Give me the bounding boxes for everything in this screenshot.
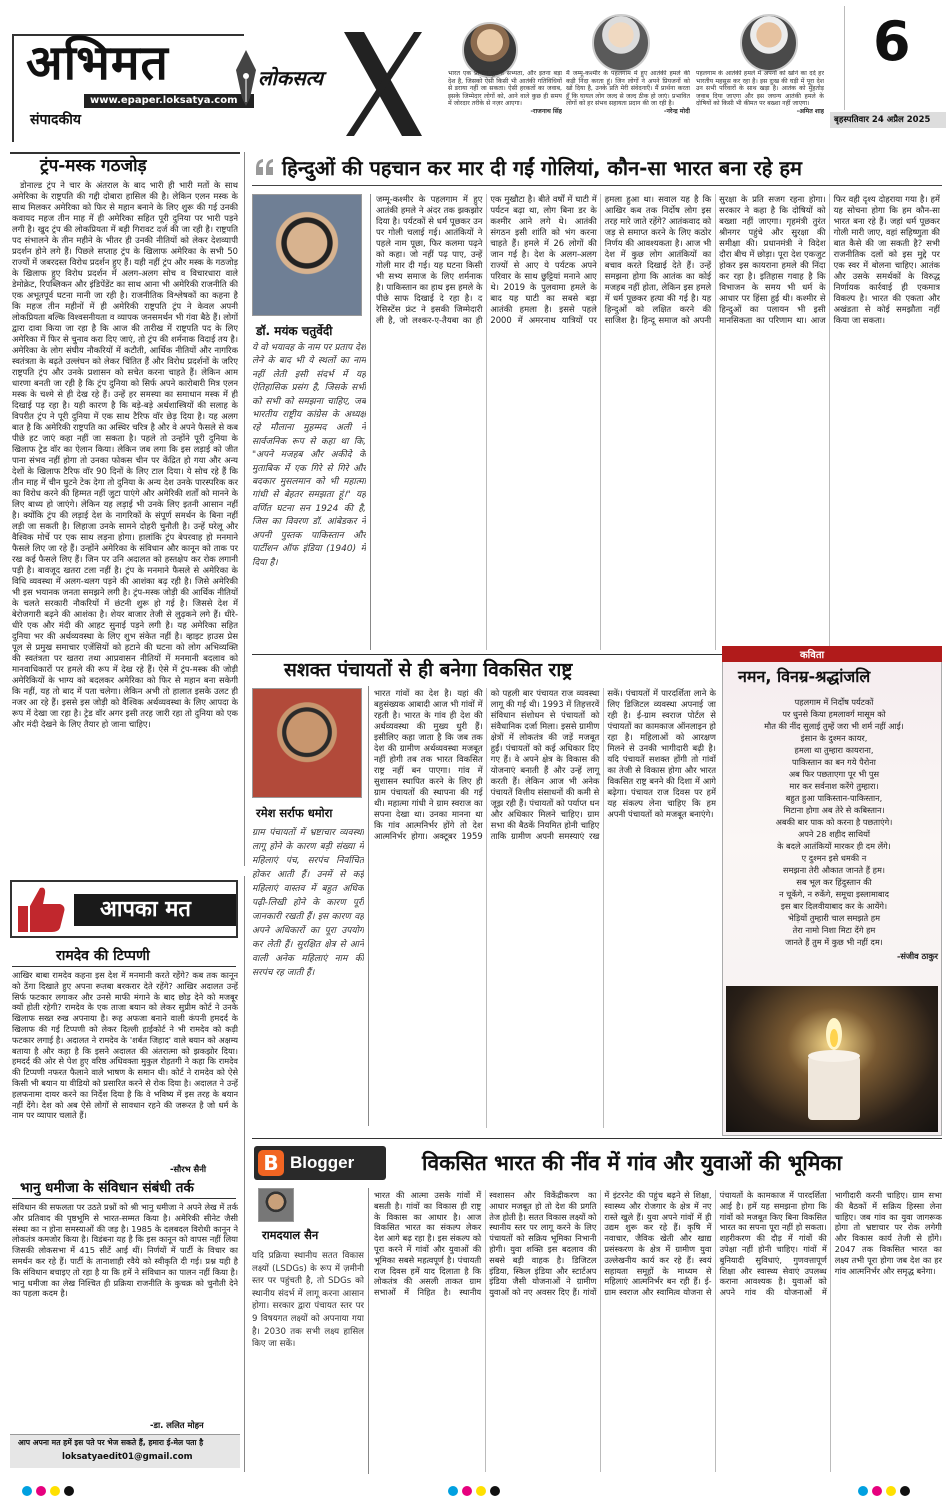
editorial-divider xyxy=(244,152,245,866)
poem-poet: -संजीव ठाकुर xyxy=(896,951,938,961)
reg-dot-cyan xyxy=(22,1486,32,1496)
article2-pullquote: ग्राम पंचायतों में भ्रष्टाचार व्यवस्था लागू होने के कारण बड़ी संख्या में महिलाएं पंच, सरपंच निर्वाचित होकर आती हैं। उनमें से कई महिलाएं वास्तव में बहुत अधिक पढ़ी-लिखी होने के कारण पूरी जानकारी रखती हैं। इस कारण वह अपने अधिकारों का पूरा उपयोग कर लेती हैं। सुरक्षित क्षेत्र से आने वाली अनेक महिलाएं नाम की सरपंच रह जाती हैं। xyxy=(252,828,364,978)
page-number: 6 xyxy=(873,10,911,73)
poem-lines xyxy=(730,696,938,962)
poem-line: मिटाना होगा अब तेरे से कबिस्तान। xyxy=(783,805,885,815)
article1-body xyxy=(376,194,940,650)
page-number-badge xyxy=(844,6,940,110)
poem-line: न चूकेंगे, न रुकेंगे, समूचा इस्लामाबाद xyxy=(779,889,889,899)
letter-1-rule xyxy=(12,966,236,967)
poem-line: ए दुश्मन इसे धमकी न xyxy=(801,853,867,863)
brand-logo: लोकसत्य xyxy=(258,66,324,90)
poem-line: अपने 28 शहीद साथियों xyxy=(798,829,870,839)
poem-line: इंसान के दुश्मन कायर, xyxy=(800,733,868,743)
letter-2-text: संविधान की सफलता पर उठते प्रश्नों को श्री भानु धमीजा ने अपने लेख में तर्क और प्रतिवाद की पृष्ठभूमि से भारत-सम्मत किया है। अमेरिकी सीनेट जैसी संस्था का न होना समस्याओं की जड़ है। 1985 के दलबदल विरोधी कानून ने लोकतंत्र कमजोर किया है। विडंबना यह है कि इस कानून को वापस नहीं लिया जिसकी लोकसभा में 415 सीटें आई थीं। निर्णयों में पार्टी के विचार का समर्थन कर रहे हैं। पार्टी के तानाशाही रवैये को स्वीकृति दी गई। प्रश्न यही है कि संविधान बचाइए तो रहा है या कि हमें ने संविधान का पालन नहीं किया है। भानु धमीजा का लेख निश्चित ही प्रक्रिया राजनीति के कुचक्र को चुनौती देने का पहला कदम है। xyxy=(12,1202,238,1299)
portrait-modi-photo xyxy=(592,14,650,72)
article2-author-photo xyxy=(252,688,362,798)
editorial-body: डोनाल्ड ट्रंप ने चार के अंतराल के बाद भारी ही भारी मतों के साथ अमेरिका के राष्ट्रपति की गद्दी दोबारा हासिल की है। लेकिन एलन मस्क के साथ मिलकर अमेरिका को फिर से महान बनाने के लिए शुरू की गई उनकी कवायद महज तीन माह में ही अमेरिका सहित पूरी दुनिया पर भारी पड़ने लगी है। खुद ट्रंप की लोकप्रियता में बड़ी गिरावट दर्ज की जा रही है। राष्ट्रपति पद संभालने के तीन महीने के भीतर ही उनकी नीतियों को लेकर देशव्यापी प्रदर्शन होने लगे हैं। पिछले सप्ताह ट्रंप के खिलाफ अमेरिका के सभी 50 राज्यों में जबरदस्त विरोध प्रदर्शन हुए हैं। यही नहीं ट्रंप और मस्क के गठजोड़ के खिलाफ हुए विरोध प्रदर्शन में अलग-अलग सोच व विचारधारा वाले डेमोक्रेट, रिपब्लिकन और इंडिपेंडेंट का साथ आना भी अमेरिकी राजनीति की एक अभूतपूर्व घटना मानी जा रही है। राजनीतिक विश्लेषकों का कहना है कि महज तीन महीनों में ही अमेरिकी राष्ट्रपति ट्रंप ने केवल अपनी लोकप्रियता बल्कि विश्वसनीयता व व्यापक जनसमर्थन भी गंवा बैठे हैं। लोगों द्वारा दावा किया जा रहा है कि आज की तारीख में राष्ट्रपति पद के लिए अमेरिका में फिर से चुनाव करा दिए जाएं, तो ट्रंप की शर्मनाक विदाई तय है। अमेरिका के लोग संघीय नौकरियों में कटौती, आर्थिक नीतियों और नागरिक स्वतंत्रता के बढ़ते उल्लंघन को लेकर चिंतित हैं और विरोध प्रदर्शनों के जरिए राष्ट्रपति ट्रंप और उनके प्रशासन को सचेत करना चाहते हैं। लेकिन आम धारणा बनती जा रही है कि ट्रंप दुनिया को सिर्फ अपने कारोबारी मित्र एलन मस्क के चश्मे से ही देख रहे हैं। उन्हें हर समस्या का समाधान मस्क में ही दिखाई पड़ रहा है। यही कारण है कि बड़े-बड़े अर्थशास्त्रियों की सलाह के विपरीत ट्रंप ने पूरी दुनिया में एक साथ टैरिफ वॉर छेड़ दिया है। यह अलग बात है कि अमेरिकी राष्ट्रपति का अस्थिर चरित्र है और वे अपने फैसले से कब पीछे हट जाएं कहा नहीं जा सकता है। पहले तो उन्होंने पूरी दुनिया के खिलाफ ट्रेड वॉर का ऐलान किया। लेकिन जब लगा कि इस लड़ाई को जीत पाना संभव नहीं होगा तो उनका फोकस चीन पर केंद्रित हो गया और अन्य देशों के खिलाफ टैरिफ वॉर 90 दिनों के लिए टाल दिया। ये सोच रहे हैं कि तीन माह में चीन घुटने टेक देगा तो दुनिया के अन्य देश उनके पारस्परिक कर का विरोध करने की हिम्मत नहीं जुटा पाएंगे और अमेरिकी शर्तों को मानने के लिए बाध्य हो जाएंगे। लेकिन यह लड़ाई भी उनके लिए इतनी आसान नहीं है। क्योंकि ट्रंप की लड़ाई देश के नागरिकों के संपूर्ण समर्थन के बिना नहीं लड़ी जा सकती है। लिहाजा उनके सामने दोहरी चुनौती है। उन्हें घरेलू और वैश्विक मोर्चे पर एक साथ लड़ना होगा। हालांकि ट्रंप बेपरवाह हो मनमाने फैसले लिए जा रहे हैं। उन्होंने अमेरिका के संविधान और कानून को ताक पर रख कई फैसले लिए हैं। जिन पर उनि अदालत को हस्तक्षेप कर रोक लगानी पड़ी है। बावजूद खतरा टला नहीं है। ट्रंप के मनमाने फैसले से अमेरिका के विधि व्यवस्था में अलग-थलग पड़ने की आशंका बढ़ रही है। जिसे अमेरिकी भी इस भयानक जनता समझने लगी है। ट्रंप-मस्क जोड़ी की आर्थिक नीतियों के चलते सरकारी नौकरियों में छंटनी शुरू हो गई है। जिससे देश में बेरोजगारी बढ़ने की आशंका है। शेयर बाजार तेजी से लुढ़कने लगे हैं। धीरे-धीरे एक और मंदी की आहट सुनाई पड़ने लगी है। यह अमेरिका सहित दुनिया भर की अर्थव्यवस्था के लिए शुभ संकेत नहीं है। व्हाइट हाउस प्रेस पूल से प्रमुख समाचार एजेंसियों को हटाने की घटना को लोग अभिव्यक्ति की स्वतंत्रता पर खतरा तथा आप्रवासन नीतियों में मनमानी बदलाव को मानवाधिकारों पर हमले की रूप में देख रहे हैं। ऐसे में ट्रंप-मस्क की जोड़ी अमेरिकियों के भाग्य को बदलकर अमेरिका को फिर से महान बना सकेगी कि नहीं, यह तो बाद में पता चलेगा। लेकिन अभी तो हालात इसके उलट ही नजर आ रहे हैं। इससे इस जोड़ी को वैश्विक अर्थव्यवस्था के लिए आपदा के रूप में देखा जा रहा है। ट्रेड वॉर अगर इसी तरह जारी रहा तो दुनिया को एक और मंदी देखने के लिए तैयार हो जाना चाहिए। xyxy=(12,180,238,729)
poem-line: बहुत हुआ पाकिस्तान-पाकिस्तान, xyxy=(785,793,883,803)
reg-dot-yellow xyxy=(886,1486,896,1496)
poem-line: हमला था तुम्हारा कायराना, xyxy=(794,745,874,755)
quote-1-text xyxy=(448,70,562,152)
article2-col-rule xyxy=(368,686,369,1126)
reg-dot-black xyxy=(900,1486,910,1496)
blogger-logo xyxy=(254,1146,386,1180)
article3-body xyxy=(374,1190,942,1472)
registration-marks xyxy=(0,1480,950,1502)
poem-line: सब भूल कर हिंदुस्तान की xyxy=(796,877,872,887)
article2-headline: सशक्त पंचायतों से ही बनेगा विकसित राष्ट्र xyxy=(284,659,573,681)
quote-3-text xyxy=(696,70,824,152)
candles-photo xyxy=(726,986,938,1132)
article1-author: डॉ. मयंक चतुर्वेदी xyxy=(256,324,333,338)
article1-body-text: जम्मू-कश्मीर के पहलगाम में हुए आतंकी हमले ने अंदर तक झकझोर दिया है। पर्यटकों से धर्म पूछकर उन पर गोली चलाई गई। आतंकियों ने पहले नाम पूछा, फिर कलमा पढ़ने को कहा। जो नहीं पढ़ पाए, उन्हें गोली मार दी गई। यह घटना किसी भी सभ्य समाज के लिए शर्मनाक है। पाकिस्तान का हाथ इस हमले के पीछे साफ दिखाई दे रहा है। द रेसिस्टेंस फ्रंट ने इसकी जिम्मेदारी ली है, जो लश्कर-ए-तैयबा का ही एक मुखौटा है। बीते वर्षों में घाटी में पर्यटन बढ़ा था, लोग बिना डर के कश्मीर आने लगे थे। आतंकी संगठन इसी शांति को भंग करना चाहते हैं। हमले में 26 लोगों की जान गई है। देश के अलग-अलग राज्यों से आए ये पर्यटक अपने परिवार के साथ छुट्टियां मनाने आए थे। 2019 के पुलवामा हमले के बाद यह घाटी का सबसे बड़ा आतंकी हमला है। इससे पहले 2000 में अमरनाथ यात्रियों पर हमला हुआ था। सवाल यह है कि आखिर कब तक निर्दोष लोग इस तरह मारे जाते रहेंगे? आतंकवाद को जड़ से समाप्त करने के लिए कठोर निर्णय की आवश्यकता है। आज भी देश में कुछ लोग आतंकियों का बचाव करते दिखाई देते हैं। उन्हें समझना होगा कि आतंक का कोई मजहब नहीं होता, लेकिन इस हमले में धर्म पूछकर हत्या की गई है। यह हिन्दुओं को लक्षित करने की साजिश है। हिन्दू समाज को अपनी सुरक्षा के प्रति सजग रहना होगा। सरकार ने कहा है कि दोषियों को बख्शा नहीं जाएगा। गृहमंत्री तुरंत श्रीनगर पहुंचे और सुरक्षा की समीक्षा की। प्रधानमंत्री ने विदेश दौरा बीच में छोड़ा। पूरा देश एकजुट होकर इस कायराना हमले की निंदा कर रहा है। इतिहास गवाह है कि विभाजन के समय भी धर्म के आधार पर हिंसा हुई थी। कश्मीर से हिन्दुओं का पलायन भी इसी मानसिकता का परिणाम था। आज फिर वही दृश्य दोहराया गया है। हमें यह सोचना होगा कि हम कौन-सा भारत बना रहे हैं। जहां धर्म पूछकर गोली मारी जाए, वहां सहिष्णुता की बात कैसे की जा सकती है? सभी राजनीतिक दलों को इस मुद्दे पर एक स्वर में बोलना चाहिए। आतंक और उसके समर्थकों के विरुद्ध निर्णायक कार्रवाई ही एकमात्र विकल्प है। भारत की एकता और अखंडता से कोई समझौता नहीं किया जा सकता। xyxy=(376,194,940,325)
apkamat-footer-email[interactable]: loksatyaedit01@gmail.com xyxy=(62,1452,193,1462)
reg-dot-magenta xyxy=(872,1486,882,1496)
article3-headline: विकसित भारत की नींव में गांव और युवाओं की भूमिका xyxy=(422,1151,842,1175)
quote-1-attribution: -राजनाथ सिंह xyxy=(530,107,562,115)
poem-line: मौत की नींद सुलाई तुम्हें जरा भी शर्म नहीं आई। xyxy=(764,721,904,731)
poem-title: नमन, विनम्र-श्रद्धांजलि xyxy=(738,667,871,686)
article1-headline: हिन्दुओं की पहचान कर मार दी गईं गोलियां, कौन-सा भारत बना रहे हम xyxy=(282,156,802,180)
date: बृहस्पतिवार 24 अप्रैल 2025 xyxy=(834,115,931,125)
reg-dot-magenta xyxy=(36,1486,46,1496)
x-logo-icon xyxy=(340,28,426,140)
reg-dot-black xyxy=(64,1486,74,1496)
reg-dot-yellow xyxy=(476,1486,486,1496)
letter-1-body xyxy=(12,970,238,1162)
thumbs-up-icon xyxy=(12,882,72,936)
article2-body xyxy=(374,688,716,1128)
article1-author-photo xyxy=(252,194,362,316)
article3-pullquote: यदि प्रक्रिया स्थानीय सतत विकास लक्ष्यों (LSDGs) के रूप में ज़मीनी स्तर पर पहुंचती है, तो SDGs को स्थानीय संदर्भ में लागू करना आसान होगा। सरकार द्वारा पंचायत स्तर पर 9 विषयगत लक्ष्यों को अपनाया गया है। 2030 तक सभी लक्ष्य हासिल किए जा सकें। xyxy=(252,1251,364,1350)
quote-2-attribution: -नरेन्द्र मोदी xyxy=(663,107,690,115)
article2-body-text: भारत गांवों का देश है। यहां की बहुसंख्यक आबादी आज भी गांवों में रहती है। भारत के गांव ही देश की अर्थव्यवस्था की मुख्य धुरी हैं। इसीलिए कहा जाता है कि जब तक देश की ग्रामीण अर्थव्यवस्था मजबूत नहीं होगी तब तक भारत विकसित राष्ट्र नहीं बन पाएगा। गांव में सुशासन स्थापित करने के लिए ही ग्राम पंचायतों की स्थापना की गई थी। महात्मा गांधी ने ग्राम स्वराज का सपना देखा था। उनका मानना था कि गांव आत्मनिर्भर होंगे तो देश आत्मनिर्भर होगा। अक्टूबर 1959 को पहली बार पंचायत राज व्यवस्था लागू की गई थी। 1993 में तिहत्तरवें संविधान संशोधन से पंचायतों को संवैधानिक दर्जा मिला। इससे ग्रामीण क्षेत्रों में लोकतंत्र की जड़ें मजबूत हुईं। पंचायतों को कई अधिकार दिए गए हैं। वे अपने क्षेत्र के विकास की योजनाएं बनाती हैं और उन्हें लागू करती हैं। लेकिन आज भी अनेक पंचायतें वित्तीय संसाधनों की कमी से जूझ रही हैं। पंचायतों को पर्याप्त धन और अधिकार मिलने चाहिए। ग्राम सभा की बैठकें नियमित होनी चाहिए ताकि ग्रामीण अपनी समस्याएं रख सकें। पंचायतों में पारदर्शिता लाने के लिए डिजिटल व्यवस्था अपनाई जा रही है। ई-ग्राम स्वराज पोर्टल से पंचायतों का कामकाज ऑनलाइन हो रहा है। महिलाओं को आरक्षण मिलने से उनकी भागीदारी बढ़ी है। यदि पंचायतें सशक्त होंगी तो गांवों का तेजी से विकास होगा और भारत विकसित राष्ट्र बनने की दिशा में आगे बढ़ेगा। पंचायत राज दिवस पर हमें यह संकल्प लेना चाहिए कि हम अपनी पंचायतों को मजबूत बनाएंगे। xyxy=(374,688,716,841)
poem-line: पाकिस्तान का बन गये पैरोना xyxy=(792,757,876,767)
poem-line: तेरा नामो निशा मिटा देंगे हम xyxy=(792,925,876,935)
article3-author-photo xyxy=(258,1188,294,1222)
website[interactable]: www.epaper.loksatya.com xyxy=(90,95,238,106)
editorial-title: ट्रंप-मस्क गठजोड़ xyxy=(40,156,147,176)
letter-2-rule xyxy=(12,1198,236,1199)
thumbs-up-graphic xyxy=(12,882,74,936)
article3-body-text: भारत की आत्मा उसके गांवों में बसती है। गांवों का विकास ही राष्ट्र के विकास का आधार है। आज विकसित भारत का संकल्प लेकर देश आगे बढ़ रहा है। इस संकल्प को पूरा करने में गांवों और युवाओं की भूमिका सबसे महत्वपूर्ण है। पंचायती राज दिवस हमें याद दिलाता है कि लोकतंत्र की असली ताकत ग्राम सभाओं में निहित है। स्थानीय स्वशासन और विकेंद्रीकरण का आधार मजबूत हो तो देश की प्रगति तेज होती है। सतत विकास लक्ष्यों को स्थानीय स्तर पर लागू करने के लिए पंचायतों को सक्रिय भूमिका निभानी होगी। युवा शक्ति इस बदलाव की सबसे बड़ी वाहक है। डिजिटल इंडिया, स्किल इंडिया और स्टार्टअप इंडिया जैसी योजनाओं ने ग्रामीण युवाओं को नए अवसर दिए हैं। गांवों में इंटरनेट की पहुंच बढ़ने से शिक्षा, स्वास्थ्य और रोजगार के क्षेत्र में नए रास्ते खुले हैं। युवा अपने गांवों में ही उद्यम शुरू कर रहे हैं। कृषि में नवाचार, जैविक खेती और खाद्य प्रसंस्करण के क्षेत्र में ग्रामीण युवा उल्लेखनीय कार्य कर रहे हैं। स्वयं सहायता समूहों के माध्यम से महिलाएं आत्मनिर्भर बन रही हैं। ई-ग्राम स्वराज और स्वामित्व योजना से पंचायतों के कामकाज में पारदर्शिता आई है। हमें यह समझना होगा कि गांवों को मजबूत किए बिना विकसित भारत का सपना पूरा नहीं हो सकता। शहरीकरण की दौड़ में गांवों की उपेक्षा नहीं होनी चाहिए। गांवों में बुनियादी सुविधाएं, गुणवत्तापूर्ण शिक्षा और स्वास्थ्य सेवाएं उपलब्ध कराना आवश्यक है। युवाओं को अपने गांव की योजनाओं में भागीदारी करनी चाहिए। ग्राम सभा की बैठकों में सक्रिय हिस्सा लेना चाहिए। जब गांव का युवा जागरूक होगा तो भ्रष्टाचार पर रोक लगेगी और विकास कार्य तेजी से होंगे। 2047 तक विकसित भारत का लक्ष्य तभी पूरा होगा जब देश का हर गांव आत्मनिर्भर और समृद्ध बनेगा। xyxy=(374,1190,942,1298)
article3-author: रामदयाल सैन xyxy=(262,1228,319,1242)
article1-col-rule-1 xyxy=(370,194,371,650)
blogger-logo-text: Blogger xyxy=(290,1153,355,1172)
reg-dot-cyan xyxy=(858,1486,868,1496)
apkamat-divider xyxy=(244,876,245,1472)
poem-label-bar xyxy=(722,646,942,662)
poem-line: मार कर सर्वनाश करेंगे तुम्हारा। xyxy=(789,781,879,791)
apkamat-footer-note: आप अपना मत हमें इस पते पर भेज सकते हैं, हमारा ई-मेल पता है xyxy=(18,1438,204,1447)
quote-2-text xyxy=(566,70,690,152)
apkamat-banner: आपका मत xyxy=(100,897,191,922)
reg-dot-black xyxy=(490,1486,500,1496)
pen-nib-icon xyxy=(232,48,260,108)
poem-line: अबकी बार पाक को करना है पछताएंगे। xyxy=(775,817,893,827)
poem-line: समझना तेरी औकात जानते हैं हम। xyxy=(783,865,885,875)
section-title: अभिमत xyxy=(26,35,169,91)
letter-2-signature: -डा. ललित मोहन xyxy=(150,1420,204,1430)
quote-3-attribution: -अमित शाह xyxy=(796,107,824,115)
quote-1-body: भारत एक प्राचीन पुरानी सभ्यता, और इतना बड़ा देश है, जिसको ऐसी किसी भी आतंकी गतिविधियों से डराया नहीं जा सकता। ऐसी हरकतों का जवाब, इसके जिम्मेदार लोगों को, आने वाले कुछ ही समय में जोरदार तरीके से नज़र आएगा। xyxy=(448,70,562,108)
article2-author: रमेश सर्राफ धमोरा xyxy=(256,806,333,820)
reg-dot-magenta xyxy=(462,1486,472,1496)
poem-line: पहलगाम में निर्दोष पर्यटकों xyxy=(794,697,874,707)
article3-top-rule xyxy=(252,1138,942,1139)
letter-2-body xyxy=(12,1202,238,1418)
poem-line: इस बार दिलवीयाबाद कर के आयेंगे। xyxy=(780,901,888,911)
quote-marks-icon xyxy=(254,156,276,178)
article1-pullquote: ये वो भयावह के नाम पर प्रताप देश लेने के बाद भी ये स्थलों का नाम नहीं लेती इसी संदर्भ में यह ऐतिहासिक प्रसंग है, जिसके सभी को सभी को समझना चाहिए, जब भारतीय राष्ट्रीय कांग्रेस के अध्यक्ष रहे मौलाना मुहम्मद अली ने सार्वजनिक रूप से कहा था कि, "अपने मजहब और अकीदे के मुताबिक में एक गिरे से गिरे और बदकार मुसलमान को भी महात्मा गांधी से बेहतर समझता हूं।" यह वर्णित घटना सन 1924 की है, जिस का विवरण डॉ. आंबेडकर ने अपनी पुस्तक पाकिस्तान और पार्टीशन ऑफ इंडिया (1940) में दिया है। xyxy=(252,343,366,568)
candle-icon xyxy=(794,1014,874,1124)
section-sub: संपादकीय xyxy=(30,112,81,128)
letter-1-text: आखिर बाबा रामदेव कहना इस देश में मनमानी करते रहेंगे? कब तक कानून को ठेंगा दिखाते हुए अपना रूतबा बरकरार देते रहेंगे? आखिर अदालत उन्हें सिर्फ फटकार लगाकर और उनसे माफी मंगाने के बाद छोड़ देने को मजबूर क्यों होती रहेगी? रामदेव के एक ताजा बयान को लेकर सुप्रीम कोर्ट ने उनके खिलाफ सख्त रुख अपनाया है। रूह अफजा बनाने वाली कंपनी हमदर्द के खिलाफ की गई टिप्पणी को लेकर दिल्ली हाईकोर्ट ने भी रामदेव को कड़ी फटकार लगाई है। अदालत ने रामदेव के 'शर्बत जिहाद' वाले बयान को अक्षम्य बताया है और कहा है कि इसने अदालत की अंतरात्मा को झकझोर दिया। हमदर्द की ओर से पेश हुए वरिष्ठ अधिवक्ता मुकुल रोहतगी ने कहा कि रामदेव की टिप्पणी नफरत फैलाने वाले भाषण के समान थी। कोर्ट ने रामदेव को ऐसे किसी भी बयान या वीडियो को प्रसारित करने से रोक दिया है। अदालत ने उन्हें हलफनामा दायर करने का निर्देश दिया है कि वे भविष्य में इस तरह के बयान नहीं देंगे। देश को अब ऐसे लोगों से सावधान रहने की जरूरत है जो धर्म के नाम पर व्यापार चलाते हैं। xyxy=(12,970,238,1121)
reg-dot-cyan xyxy=(448,1486,458,1496)
poem-line: अब फिर पछताएगा पूर भी पुस xyxy=(788,769,880,779)
poem-line: पर धुनसे किया हमलावर्ग मासूम को xyxy=(782,709,886,719)
letter-1-signature: -सौरभ सैनी xyxy=(170,1164,207,1174)
poem-line: जानते हैं तुम में कुछ भी नहीं दम। xyxy=(785,937,883,947)
quote-3-body: पहलगाम के आतंकी हमले में अपनों को खोने का दर्द हर भारतीय महसूस कर रहा है। इस दुःख की घड़ी में पूरा देश उन सभी परिवारों के साथ खड़ा है। आतंक को मुँहतोड़ जवाब दिया जाएगा और इस जघन्य आतंकी हमले के दोषियों को किसी भी कीमत पर बख्शा नहीं जाएगा। xyxy=(696,70,824,108)
poem-label: कविता xyxy=(800,650,825,661)
poem-line: भेड़ियों तुम्हारी चाल समझते हम xyxy=(787,913,880,923)
letter-1-title: रामदेव की टिप्पणी xyxy=(56,948,150,964)
quote-2-body: मैं जम्मू-कश्मीर के पहलगाम में हुए आतंकी हमले की कड़ी निंदा करता हूं। जिन लोगों ने अपने प्रियजनों को खो दिया है, उनके प्रति मेरी संवेदनाएँ। मैं प्रार्थना करता हूँ कि घायल लोग जल्द से जल्द ठीक हो जाएं। प्रभावित लोगों को हर संभव सहायता प्रदान की जा रही है। xyxy=(566,70,690,108)
reg-dot-yellow xyxy=(50,1486,60,1496)
blogger-b-icon: B xyxy=(258,1150,284,1176)
masthead xyxy=(0,0,950,150)
letter-2-title: भानु धमीजा के संविधान संबंधी तर्क xyxy=(20,1180,194,1196)
portrait-shah-photo xyxy=(740,14,798,72)
article3-col-rule xyxy=(368,1188,369,1474)
poem-line: के बदले आतंकियों मारकर ही दम लेंगे। xyxy=(777,841,891,851)
